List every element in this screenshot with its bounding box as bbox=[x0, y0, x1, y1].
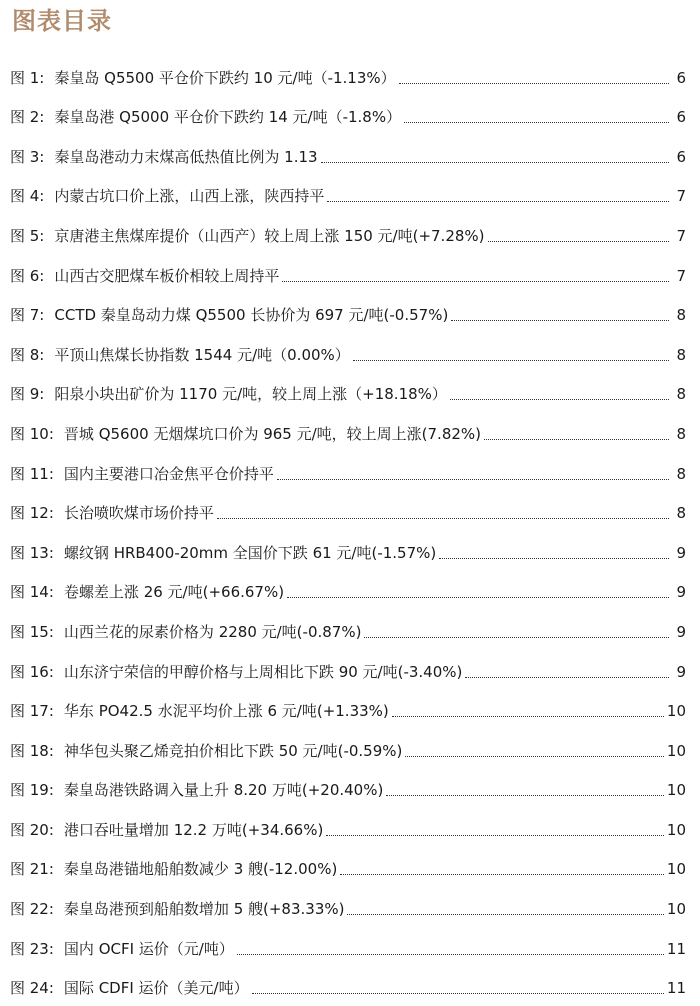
toc-entry-label: 图 14: bbox=[10, 583, 54, 602]
toc-entry-title: 港口吞吐量增加 12.2 万吨(+34.66%) bbox=[63, 820, 324, 839]
toc-entry[interactable] bbox=[10, 650, 686, 690]
toc-entry-label: 图 18: bbox=[10, 741, 54, 760]
toc-dot-leader bbox=[217, 517, 669, 519]
toc-entry-label: 图 1: bbox=[10, 68, 45, 87]
toc-entry-page-number: 6 bbox=[676, 108, 686, 127]
toc-entry[interactable] bbox=[10, 56, 686, 96]
toc-entry-title: 山东济宁荣信的甲醇价格与上周相比下跌 90 元/吨(-3.40%) bbox=[63, 662, 463, 681]
toc-list bbox=[10, 56, 686, 1006]
toc-entry-title: CCTD 秦皇岛动力煤 Q5500 长协价为 697 元/吨(-0.57%) bbox=[54, 306, 449, 325]
toc-dot-leader bbox=[451, 319, 669, 321]
toc-entry[interactable] bbox=[10, 729, 686, 769]
toc-entry-page-number: 8 bbox=[676, 464, 686, 483]
toc-entry-label: 图 20: bbox=[10, 820, 54, 839]
toc-entry-title: 螺纹钢 HRB400-20mm 全国价下跌 61 元/吨(-1.57%) bbox=[63, 543, 437, 562]
toc-entry-label: 图 5: bbox=[10, 226, 45, 245]
toc-entry[interactable] bbox=[10, 214, 686, 254]
toc-entry-title: 秦皇岛港动力末煤高低热值比例为 1.13 bbox=[54, 147, 318, 166]
toc-entry-label: 图 2: bbox=[10, 108, 45, 127]
toc-entry[interactable] bbox=[10, 96, 686, 136]
toc-entry-page-number: 7 bbox=[676, 187, 686, 206]
toc-entry-page-number: 11 bbox=[666, 939, 686, 958]
toc-entry-page-number: 11 bbox=[666, 979, 686, 998]
toc-entry-title: 晋城 Q5600 无烟煤坑口价为 965 元/吨，较上周上涨(7.82%) bbox=[63, 424, 482, 443]
toc-entry-label: 图 17: bbox=[10, 702, 54, 721]
toc-entry-page-number: 8 bbox=[676, 385, 686, 404]
toc-entry-title: 秦皇岛港铁路调入量上升 8.20 万吨(+20.40%) bbox=[63, 781, 384, 800]
toc-entry-label: 图 24: bbox=[10, 979, 54, 998]
toc-entry-label: 图 12: bbox=[10, 504, 54, 523]
toc-entry[interactable] bbox=[10, 967, 686, 1006]
toc-entry-label: 图 10: bbox=[10, 424, 54, 443]
toc-entry[interactable] bbox=[10, 848, 686, 888]
toc-entry-label: 图 11: bbox=[10, 464, 54, 483]
toc-entry[interactable] bbox=[10, 175, 686, 215]
toc-entry-page-number: 6 bbox=[676, 147, 686, 166]
toc-entry-label: 图 7: bbox=[10, 306, 45, 325]
toc-entry-title: 山西古交肥煤车板价相较上周持平 bbox=[54, 266, 280, 285]
toc-dot-leader bbox=[340, 873, 664, 875]
toc-entry[interactable] bbox=[10, 531, 686, 571]
toc-entry[interactable] bbox=[10, 690, 686, 730]
toc-entry-title: 神华包头聚乙烯竞拍价相比下跌 50 元/吨(-0.59%) bbox=[63, 741, 403, 760]
toc-entry-label: 图 23: bbox=[10, 939, 54, 958]
toc-entry-label: 图 4: bbox=[10, 187, 45, 206]
toc-entry-title: 卷螺差上涨 26 元/吨(+66.67%) bbox=[63, 583, 285, 602]
toc-entry-page-number: 9 bbox=[676, 583, 686, 602]
toc-entry-page-number: 10 bbox=[666, 702, 686, 721]
toc-entry-label: 图 13: bbox=[10, 543, 54, 562]
toc-entry-label: 图 9: bbox=[10, 385, 45, 404]
toc-dot-leader bbox=[364, 636, 669, 638]
toc-entry-title: 秦皇岛 Q5500 平仓价下跌约 10 元/吨（-1.13%） bbox=[54, 68, 396, 87]
toc-entry-page-number: 9 bbox=[676, 543, 686, 562]
toc-dot-leader bbox=[484, 438, 669, 440]
toc-entry-title: 内蒙古坑口价上涨，山西上涨，陕西持平 bbox=[54, 187, 325, 206]
toc-dot-leader bbox=[399, 82, 669, 84]
toc-entry-title: 秦皇岛港预到船舶数增加 5 艘(+83.33%) bbox=[63, 900, 345, 919]
toc-dot-leader bbox=[439, 557, 669, 559]
toc-entry-page-number: 7 bbox=[676, 266, 686, 285]
toc-entry-page-number: 10 bbox=[666, 820, 686, 839]
toc-entry-page-number: 8 bbox=[676, 424, 686, 443]
toc-entry[interactable] bbox=[10, 412, 686, 452]
toc-entry-label: 图 21: bbox=[10, 860, 54, 879]
toc-entry[interactable] bbox=[10, 571, 686, 611]
toc-dot-leader bbox=[347, 913, 663, 915]
toc-entry-page-number: 10 bbox=[666, 900, 686, 919]
toc-entry[interactable] bbox=[10, 492, 686, 532]
toc-entry[interactable] bbox=[10, 769, 686, 809]
toc-dot-leader bbox=[392, 715, 664, 717]
toc-entry-title: 国内主要港口冶金焦平仓价持平 bbox=[63, 464, 274, 483]
toc-dot-leader bbox=[488, 240, 669, 242]
toc-entry[interactable] bbox=[10, 294, 686, 334]
toc-entry-title: 山西兰花的尿素价格为 2280 元/吨(-0.87%) bbox=[63, 622, 362, 641]
toc-entry[interactable] bbox=[10, 610, 686, 650]
toc-entry-page-number: 6 bbox=[676, 68, 686, 87]
toc-entry-label: 图 3: bbox=[10, 147, 45, 166]
toc-dot-leader bbox=[353, 359, 669, 361]
toc-entry-title: 国际 CDFI 运价（美元/吨） bbox=[63, 979, 249, 998]
toc-entry[interactable] bbox=[10, 373, 686, 413]
toc-dot-leader bbox=[237, 953, 664, 955]
toc-entry[interactable] bbox=[10, 135, 686, 175]
toc-entry-title: 阳泉小块出矿价为 1170 元/吨，较上周上涨（+18.18%） bbox=[54, 385, 447, 404]
toc-entry[interactable] bbox=[10, 887, 686, 927]
toc-entry[interactable] bbox=[10, 452, 686, 492]
toc-entry-title: 秦皇岛港锚地船舶数减少 3 艘(-12.00%) bbox=[63, 860, 338, 879]
toc-entry-page-number: 8 bbox=[676, 504, 686, 523]
toc-dot-leader bbox=[277, 478, 669, 480]
toc-entry-label: 图 8: bbox=[10, 345, 45, 364]
toc-entry-page-number: 8 bbox=[676, 345, 686, 364]
toc-dot-leader bbox=[404, 121, 669, 123]
toc-dot-leader bbox=[386, 794, 664, 796]
toc-entry-label: 图 6: bbox=[10, 266, 45, 285]
toc-entry-page-number: 9 bbox=[676, 622, 686, 641]
toc-entry-label: 图 22: bbox=[10, 900, 54, 919]
toc-dot-leader bbox=[405, 755, 664, 757]
toc-entry[interactable] bbox=[10, 927, 686, 967]
toc-entry-title: 国内 OCFI 运价（元/吨） bbox=[63, 939, 234, 958]
toc-entry-page-number: 9 bbox=[676, 662, 686, 681]
toc-entry-label: 图 15: bbox=[10, 622, 54, 641]
toc-entry-title: 京唐港主焦煤库提价（山西产）较上周上涨 150 元/吨(+7.28%) bbox=[54, 226, 485, 245]
toc-entry-page-number: 10 bbox=[666, 860, 686, 879]
toc-dot-leader bbox=[287, 596, 669, 598]
toc-title: 图表目录 bbox=[12, 7, 112, 35]
toc-entry-page-number: 8 bbox=[676, 306, 686, 325]
toc-entry-title: 秦皇岛港 Q5000 平仓价下跌约 14 元/吨（-1.8%） bbox=[54, 108, 402, 127]
toc-entry[interactable] bbox=[10, 808, 686, 848]
toc-entry-title: 华东 PO42.5 水泥平均价上涨 6 元/吨(+1.33%) bbox=[63, 702, 389, 721]
toc-dot-leader bbox=[321, 161, 669, 163]
toc-dot-leader bbox=[465, 676, 669, 678]
toc-entry-page-number: 7 bbox=[676, 226, 686, 245]
toc-dot-leader bbox=[326, 834, 664, 836]
toc-dot-leader bbox=[450, 398, 669, 400]
toc-entry[interactable] bbox=[10, 254, 686, 294]
toc-entry-label: 图 16: bbox=[10, 662, 54, 681]
toc-dot-leader bbox=[282, 280, 669, 282]
toc-entry[interactable] bbox=[10, 333, 686, 373]
toc-entry-page-number: 10 bbox=[666, 781, 686, 800]
toc-entry-label: 图 19: bbox=[10, 781, 54, 800]
toc-dot-leader bbox=[252, 992, 664, 994]
toc-dot-leader bbox=[327, 200, 669, 202]
toc-entry-title: 平顶山焦煤长协指数 1544 元/吨（0.00%） bbox=[54, 345, 350, 364]
toc-entry-page-number: 10 bbox=[666, 741, 686, 760]
toc-entry-title: 长治喷吹煤市场价持平 bbox=[63, 504, 214, 523]
